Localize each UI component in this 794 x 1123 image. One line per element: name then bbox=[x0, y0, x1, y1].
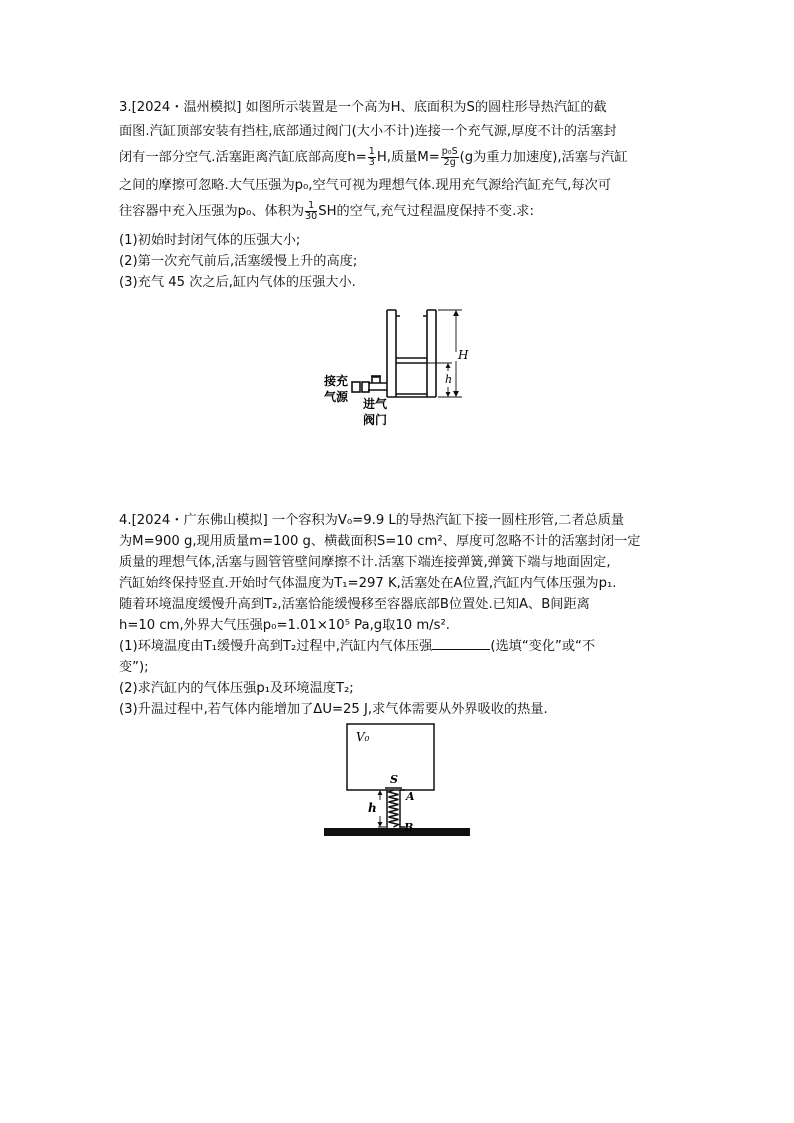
answer-blank bbox=[432, 637, 490, 650]
fraction-h: $\frac{1}{3}$ bbox=[368, 145, 375, 168]
q4-sub-2: (2)求汽缸内的气体压强p₁及环境温度T₂; bbox=[119, 681, 354, 696]
q3-line-1: 3.[2024・温州模拟] 如图所示装置是一个高为H、底面积为S的圆柱形导热汽缸的截 bbox=[119, 100, 607, 115]
q4-label-B: B bbox=[404, 821, 414, 834]
q3-sub-3: (3)充气 45 次之后,缸内气体的压强大小. bbox=[119, 275, 356, 290]
q4-line-2: 为M=900 g,现用质量m=100 g、横截面积S=10 cm²、厚度可忽略不计的活塞封闭一定 bbox=[119, 534, 641, 549]
fraction-mass: $\frac{\text{p₀S}}{2g}$ bbox=[441, 145, 458, 168]
q3-label-valve-1: 进气 bbox=[363, 397, 388, 411]
q4-line-6: h=10 cm,外界大气压强p₀=1.01×10⁵ Pa,g取10 m/s². bbox=[119, 618, 450, 633]
q4-label-A: A bbox=[406, 790, 415, 803]
q3-line-4: 之间的摩擦可忽略.大气压强为p₀,空气可视为理想气体.现用充气源给汽缸充气,每次可 bbox=[119, 178, 611, 193]
q3-line-2: 面图.汽缸顶部安装有挡柱,底部通过阀门(大小不计)连接一个充气源,厚度不计的活塞封 bbox=[119, 124, 617, 139]
q4-cylinder-spring-figure bbox=[322, 720, 472, 840]
q3-label-source-2: 气源 bbox=[324, 390, 349, 404]
q4-line-1: 4.[2024・广东佛山模拟] 一个容积为V₀=9.9 L的导热汽缸下接一圆柱形管,二者总质量 bbox=[119, 513, 625, 528]
question-4 bbox=[119, 510, 679, 720]
fraction-volume: $\frac{1}{30}$ bbox=[305, 199, 318, 222]
q4-label-S: S bbox=[390, 773, 398, 786]
q3-line-5: 往容器中充入压强为p₀、体积为 $\frac{1}{30}$ SH的空气,充气过程温度保持不变.求: bbox=[119, 199, 534, 222]
q4-label-h: h bbox=[368, 801, 377, 815]
q3-sub-2: (2)第一次充气前后,活塞缓慢上升的高度; bbox=[119, 254, 358, 269]
q4-line-5: 随着环境温度缓慢升高到T₂,活塞恰能缓慢移至容器底部B位置处.已知A、B间距离 bbox=[119, 597, 590, 612]
question-3 bbox=[119, 96, 679, 293]
q4-sub-1-cont: 变”); bbox=[119, 660, 149, 675]
q3-line-3: 闭有一部分空气.活塞距离汽缸底部高度h= $\frac{1}{3}$ H,质量M= $\frac{\text{p₀S}}{2g}$ (g为重力加速度),活塞与汽缸 bbox=[119, 145, 628, 168]
q4-line-4: 汽缸始终保持竖直.开始时气体温度为T₁=297 K,活塞处在A位置,汽缸内气体压强为p₁. bbox=[119, 576, 617, 591]
q4-sub-3: (3)升温过程中,若气体内能增加了ΔU=25 J,求气体需要从外界吸收的热量. bbox=[119, 702, 548, 717]
q3-label-H: H bbox=[458, 348, 469, 362]
q3-label-source-1: 接充 bbox=[324, 374, 349, 388]
q3-cylinder-figure bbox=[320, 306, 490, 428]
q3-label-valve-2: 阀门 bbox=[363, 413, 388, 427]
q3-sub-1: (1)初始时封闭气体的压强大小; bbox=[119, 233, 301, 248]
q4-line-3: 质量的理想气体,活塞与圆管管壁间摩擦不计.活塞下端连接弹簧,弹簧下端与地面固定, bbox=[119, 555, 611, 570]
q4-label-V0: V₀ bbox=[356, 730, 370, 744]
q3-label-h: h bbox=[445, 373, 453, 386]
q4-sub-1: (1)环境温度由T₁缓慢升高到T₂过程中,汽缸内气体压强 (选填“变化”或“不 bbox=[119, 639, 596, 654]
